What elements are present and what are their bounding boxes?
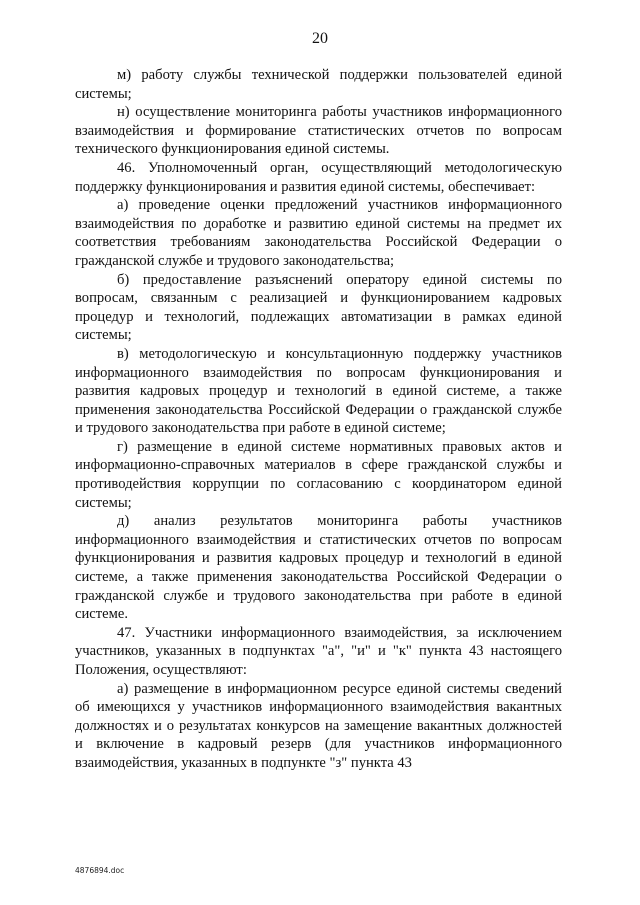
paragraph-46-g: г) размещение в единой системе нормативных правовых актов и информационно-справочных материалов в сфере гражданской службы и противодействия коррупции по согласованию с координатором единой системы; — [75, 438, 562, 511]
paragraph-46-v: в) методологическую и консультационную поддержку участников информационного взаимодействия по вопросам функционирования и развития кадровых процедур и технологий в единой системе, а также применения законодательства Российской Федерации о гражданской службе и трудового законодательства при работе в единой системе; — [75, 345, 562, 437]
paragraph-47-a: а) размещение в информационном ресурсе единой системы сведений об имеющихся у участников информационного взаимодействия вакантных должностях и о результатах конкурсов на замещение вакантных должностей и включение в кадровый резерв (для участников информационного взаимодействия, указанных в подпункте "з" пункта 43 — [75, 680, 562, 771]
document-file-id: 4876894.doc — [75, 866, 125, 875]
paragraph-46: 46. Уполномоченный орган, осуществляющий методологическую поддержку функционирования и развития единой системы, обеспечивает: — [75, 159, 562, 195]
paragraph-46-d: д) анализ результатов мониторинга работы участников информационного взаимодействия и статистических отчетов по вопросам функционирования и развития кадровых процедур и технологий в единой системе, а также применения законодательства Российской Федерации о гражданской службе и трудового законодательства при работе в единой системе. — [75, 513, 562, 623]
paragraph-47: 47. Участники информационного взаимодействия, за исключением участников, указанных в подпунктах "а", "и" и "к" пункта 43 настоящего Положения, осуществляют: — [75, 624, 562, 678]
paragraph-n: н) осуществление мониторинга работы участников информационного взаимодействия и формирование статистических отчетов по вопросам технического функционирования единой системы. — [75, 104, 562, 158]
body-text — [75, 66, 562, 773]
paragraph-46-b: б) предоставление разъяснений оператору единой системы по вопросам, связанным с реализацией и функционированием кадровых процедур и технологий, подлежащих автоматизации в рамках единой системы; — [75, 271, 562, 344]
paragraph-m: м) работу службы технической поддержки пользователей единой системы; — [75, 67, 562, 102]
paragraph-46-a: а) проведение оценки предложений участников информационного взаимодействия по доработке и развитию единой системы на предмет их соответствия требованиям законодательства Российской Федерации о гражданской службе и трудового законодательства; — [75, 197, 562, 269]
page-number: 20 — [312, 30, 328, 47]
